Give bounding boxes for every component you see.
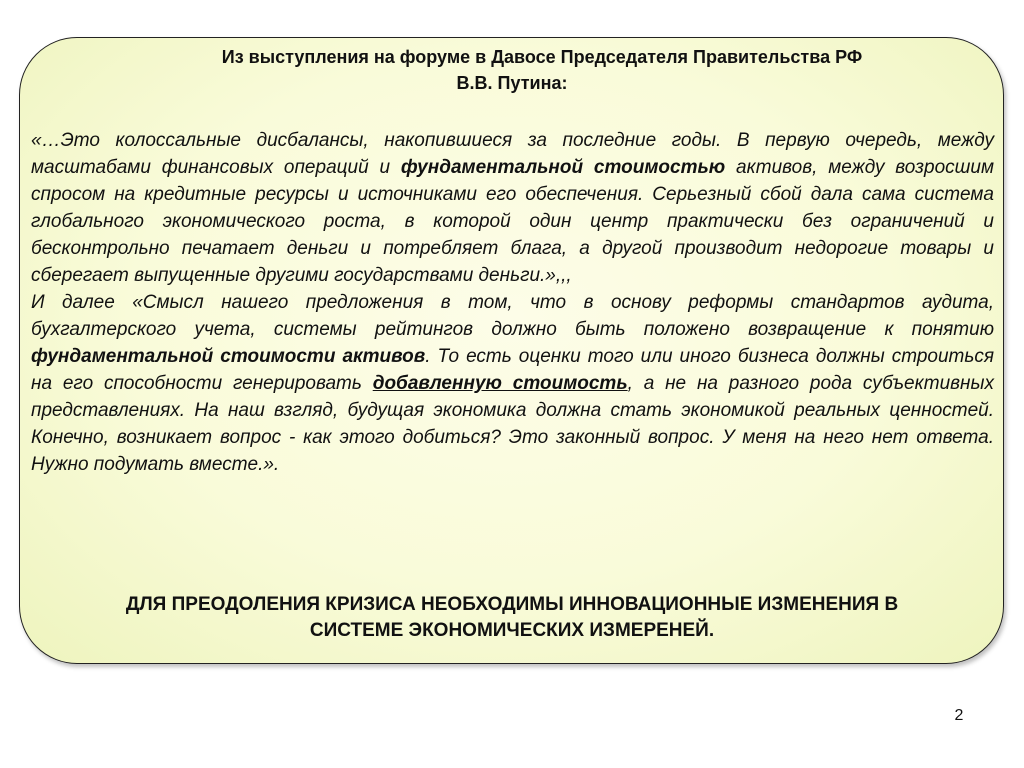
quote-2-emphasis-2: добавленную стоимость [372, 373, 628, 394]
quote-paragraph-1 [31, 127, 994, 289]
quote-1-text-b: активов, между возросшим спросом на кредитные ресурсы и источниками его обеспечения. Серьезный сбой дала сама система глобального экономического роста, в которой один центр практически без ограничений и бесконтрольно печатает деньги и потребляет блага, а другой производит недорогие товары и сберегает выпущенные другими государствами деньги.»,,, [31, 157, 994, 286]
page-number: 2 [954, 707, 964, 724]
quote-1-emphasis: фундаментальной стоимостью [400, 157, 726, 178]
conclusion-line-2: СИСТЕМЕ ЭКОНОМИЧЕСКИХ ИЗМЕРЕНЕЙ. [309, 620, 715, 641]
quote-2-text-a: И далее «Смысл нашего предложения в том, что в основу реформы стандартов аудита, бухгалтерского учета, системы рейтингов должно быть положено возвращение к понятию [31, 292, 994, 340]
conclusion [40, 592, 984, 644]
quote-2-text-b: . То есть оценки того или иного бизнеса должны строиться на его способности генерировать [31, 346, 994, 394]
quote-paragraph-2 [31, 289, 994, 478]
heading-line-1: Из выступления на форуме в Давосе Председателя Правительства РФ [221, 47, 863, 67]
conclusion-line-1: ДЛЯ ПРЕОДОЛЕНИЯ КРИЗИСА НЕОБХОДИМЫ ИННОВАЦИОННЫЕ ИЗМЕНЕНИЯ В [125, 594, 899, 615]
heading-line-2: В.В. Путина: [456, 73, 568, 93]
quote-body [31, 127, 994, 478]
quote-2-emphasis-1: фундаментальной стоимости активов [31, 346, 426, 367]
quote-1-text-a: «…Это колоссальные дисбалансы, накопившиеся за последние годы. В первую очередь, между масштабами финансовых операций и [31, 130, 994, 178]
quote-2-text-c: , а не на разного рода субъективных представлениях. На наш взгляд, будущая экономика должна стать экономикой реальных ценностей. Конечно, возникает вопрос - как этого добиться? Это законный вопрос. У меня на него нет ответа. Нужно подумать вместе.». [31, 373, 994, 475]
slide-heading [40, 44, 984, 96]
